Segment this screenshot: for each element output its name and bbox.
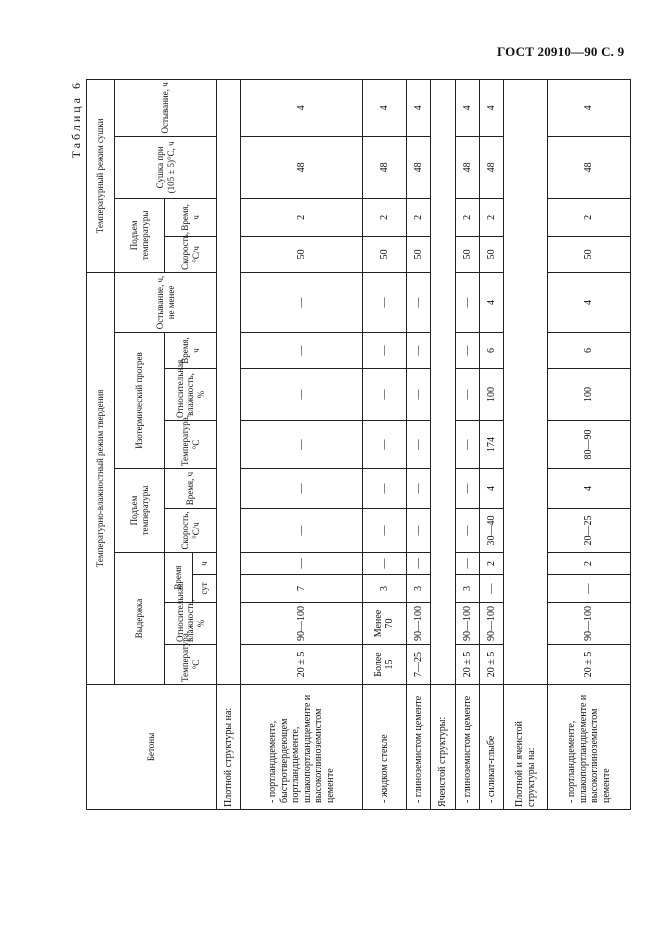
table-cell: —	[455, 553, 479, 575]
table-cell: 90—100	[480, 603, 504, 645]
header-skorost-1: Скорость, °С/ч	[165, 509, 217, 553]
table-cell: —	[455, 272, 479, 332]
row-label: - глиноземистом цементе	[406, 685, 430, 810]
row-label: Плотной и ячеистой структуры на:	[504, 685, 548, 810]
table-cell: 100	[548, 369, 631, 421]
table-row	[406, 79, 430, 809]
table-cell: 2	[241, 198, 362, 236]
table-group-row	[504, 79, 548, 809]
table-cell: —	[362, 469, 406, 509]
header-vremya-ch-3: Время, ч	[165, 198, 217, 236]
table-cell: 90—100	[406, 603, 430, 645]
table-cell: 6	[480, 333, 504, 369]
table-cell: 48	[241, 136, 362, 198]
table-cell: 2	[548, 553, 631, 575]
header-podem-1: Подъем температуры	[115, 469, 165, 553]
table-cell: 48	[548, 136, 631, 198]
table-cell: 80—90	[548, 421, 631, 469]
table-cell-empty	[431, 79, 455, 684]
table-group-row	[217, 79, 241, 809]
table-cell: 48	[362, 136, 406, 198]
table-cell-empty	[504, 79, 548, 684]
table-cell: 90—100	[548, 603, 631, 645]
table-cell: 90—100	[241, 603, 362, 645]
table-cell: —	[362, 553, 406, 575]
header-vlazh-i: Относительная влажность, %	[165, 369, 217, 421]
row-label: - портландцементе, быстротвердеющем портландцементе, шлакопортландцементе и высокоглиноземистом цементе	[241, 685, 362, 810]
table-cell: 2	[406, 198, 430, 236]
table-cell: 50	[480, 236, 504, 272]
table-cell: Менее 70	[362, 603, 406, 645]
table-cell: 4	[455, 79, 479, 136]
table-cell: 20 ± 5	[241, 645, 362, 685]
table-cell: 48	[480, 136, 504, 198]
table-cell: 20 ± 5	[455, 645, 479, 685]
table-caption: Таблица 6	[69, 80, 83, 159]
table-cell: —	[455, 421, 479, 469]
table-cell: 50	[455, 236, 479, 272]
table-cell: —	[455, 469, 479, 509]
table-cell: —	[362, 272, 406, 332]
table-cell: —	[406, 553, 430, 575]
table-cell: 4	[480, 272, 504, 332]
header-izoterm: Изотермический прогрев	[115, 333, 165, 469]
table-cell: —	[406, 469, 430, 509]
table-cell: 48	[455, 136, 479, 198]
table-cell: 4	[480, 79, 504, 136]
table-cell: —	[455, 333, 479, 369]
table-cell: 4	[548, 79, 631, 136]
table-cell: 50	[406, 236, 430, 272]
header-vyderzhka: Выдержка	[115, 553, 165, 685]
table-cell: 50	[241, 236, 362, 272]
page-header: ГОСТ 20910—90 С. 9	[497, 44, 625, 59]
table-cell: 30—40	[480, 509, 504, 553]
row-label: - силикат-глыбе	[480, 685, 504, 810]
rotated-table-container	[69, 80, 631, 810]
table-cell: —	[548, 575, 631, 603]
header-vremya-ch-1: Время, ч	[165, 469, 217, 509]
table-body	[217, 79, 631, 809]
table-cell: 7	[241, 575, 362, 603]
table-cell: 2	[455, 198, 479, 236]
header-sut: сут	[193, 575, 217, 603]
table-cell: —	[241, 272, 362, 332]
header-skorost-2: Скорость, °С/ч	[165, 236, 217, 272]
table-cell: —	[241, 333, 362, 369]
header-ch: ч	[193, 553, 217, 575]
table-cell: 7—25	[406, 645, 430, 685]
table-cell: 2	[548, 198, 631, 236]
table-cell: 4	[241, 79, 362, 136]
header-betony: Бетоны	[87, 685, 217, 810]
table-cell: 90—100	[455, 603, 479, 645]
table-cell: —	[362, 421, 406, 469]
table-cell-empty	[217, 79, 241, 684]
header-vremya-ch-2: Время, ч	[165, 333, 217, 369]
table-cell: 2	[480, 553, 504, 575]
header-podem-2: Подъем температуры	[115, 198, 165, 272]
row-label: Ячеистой структуры:	[431, 685, 455, 810]
table-cell: 3	[362, 575, 406, 603]
table-cell: 20 ± 5	[548, 645, 631, 685]
table-cell: —	[406, 509, 430, 553]
table-cell: 20 ± 5	[480, 645, 504, 685]
table-cell: —	[406, 421, 430, 469]
row-label: - глиноземистом цементе	[455, 685, 479, 810]
table-cell: —	[241, 369, 362, 421]
table-cell: 50	[548, 236, 631, 272]
table-row	[548, 79, 631, 809]
header-temp-i: Температура, °С	[165, 421, 217, 469]
table-cell: 4	[362, 79, 406, 136]
table-cell: —	[455, 509, 479, 553]
table-cell: 174	[480, 421, 504, 469]
table-cell: —	[241, 421, 362, 469]
table-cell: —	[406, 369, 430, 421]
table-cell: —	[362, 369, 406, 421]
table-cell: —	[241, 553, 362, 575]
table-cell: —	[241, 509, 362, 553]
drying-regime-table	[86, 79, 631, 810]
table-cell: —	[362, 333, 406, 369]
table-cell: 50	[362, 236, 406, 272]
header-tvh: Температурно-влажностный режим твердения	[87, 272, 115, 684]
table-cell: 6	[548, 333, 631, 369]
table-group-row	[431, 79, 455, 809]
table-cell: 3	[455, 575, 479, 603]
header-ostyvanie-1: Остывание, ч, не менее	[115, 272, 217, 332]
table-cell: 2	[362, 198, 406, 236]
table-cell: Более 15	[362, 645, 406, 685]
table-row	[480, 79, 504, 809]
table-cell: 3	[406, 575, 430, 603]
table-cell: 2	[480, 198, 504, 236]
table-cell: —	[362, 509, 406, 553]
table-row	[362, 79, 406, 809]
row-label: Плотной структуры на:	[217, 685, 241, 810]
header-vremya: Время	[165, 553, 193, 603]
table-cell: 20—25	[548, 509, 631, 553]
table-cell: 100	[480, 369, 504, 421]
table-cell: —	[455, 369, 479, 421]
table-cell: 4	[548, 469, 631, 509]
table-cell: —	[241, 469, 362, 509]
header-vlazh-v: Относительная влажность, %	[165, 603, 217, 645]
row-label: - жидком стекле	[362, 685, 406, 810]
table-row	[241, 79, 362, 809]
table-cell: 48	[406, 136, 430, 198]
table-cell: 4	[548, 272, 631, 332]
table-cell: —	[406, 272, 430, 332]
table-cell: —	[406, 333, 430, 369]
header-temp-v: Температура, °С	[165, 645, 217, 685]
header-dry: Температурный режим сушки	[87, 79, 115, 272]
table-cell: —	[480, 575, 504, 603]
table-row	[455, 79, 479, 809]
table-cell: 4	[406, 79, 430, 136]
row-label: - портландцементе, шлакопортландцементе и высокоглиноземистом цементе	[548, 685, 631, 810]
header-sushka: Сушка при (105 ± 5)°С, ч	[115, 136, 217, 198]
table-cell: 4	[480, 469, 504, 509]
header-ostyvanie-2: Остывание, ч	[115, 79, 217, 136]
